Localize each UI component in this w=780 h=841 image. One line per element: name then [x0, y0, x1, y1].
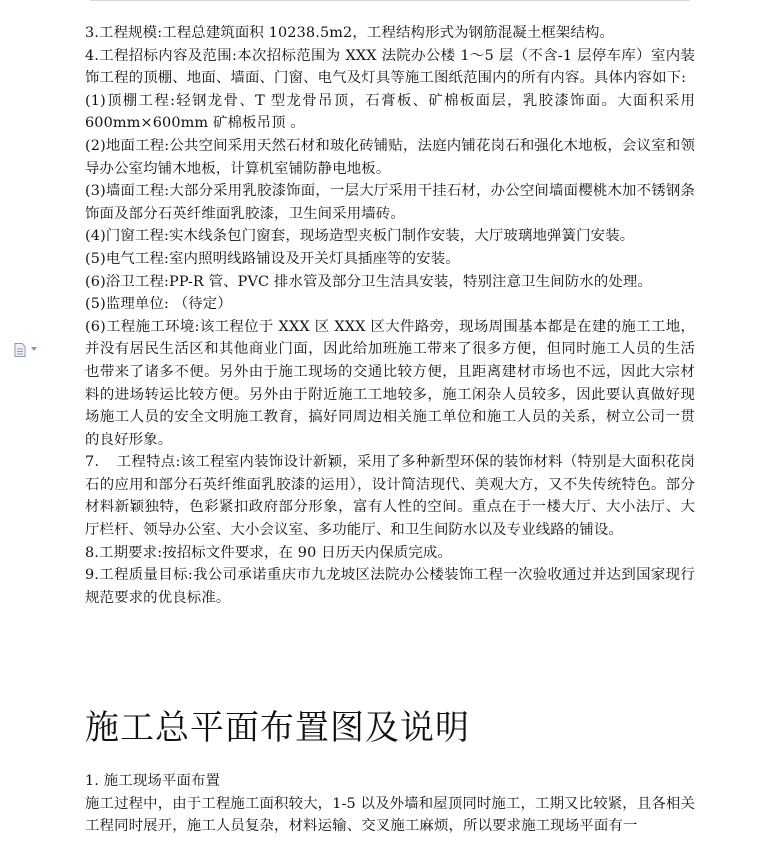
section-paragraph: 施工过程中，由于工程施工面积较大，1-5 以及外墙和屋顶同时施工，工期又比较紧，且各相关工程同时展开，施工人员复杂，材料运输、交叉施工麻烦，所以要求施工现场平面有一	[85, 795, 695, 835]
paragraph-wall: (3)墙面工程:大部分采用乳胶漆饰面，一层大厅采用干挂石材，办公空间墙面樱桃木加不锈钢条饰面及部分石英纤维面乳胶漆，卫生间采用墙砖。	[85, 183, 695, 222]
paragraph-floor: (2)地面工程:公共空间采用天然石材和玻化砖铺贴，法庭内铺花岗石和强化木地板，会议室和领导办公室均铺木地板，计算机室铺防静电地板。	[85, 137, 695, 177]
paragraph-doors-windows: (4)门窗工程:实木线条包门窗套，现场造型夹板门制作安装，大厅玻璃地弹簧门安装。	[85, 228, 635, 245]
paragraph-environment: (6)工程施工环境:该工程位于 XXX 区 XXX 区大件路旁，现场周围基本都是在建的施工工地，并没有居民生活区和其他商业门面，因此给加班施工带来了很多方便，但同时施工人员的生活也带来了诸多不便。另外由于施工现场的交通比较方便，且距离建材市场也不远，因此大宗材料的进场转运比较方便。另外由于附近施工工地较多，施工闲杂人员较多，因此要认真做好现场施工人员的安全文明施工教育，搞好同周边相关施工单位和施工人员的关系，树立公司一贯的良好形象。	[85, 318, 695, 448]
paragraph-bathroom: (6)浴卫工程:PP-R 管、PVC 排水管及部分卫生洁具安装，特别注意卫生间防水的处理。	[85, 273, 652, 290]
paragraph-electrical: (5)电气工程:室内照明线路铺设及开关灯具插座等的安装。	[85, 250, 460, 267]
section-heading: 施工总平面布置图及说明	[85, 708, 470, 748]
section-subtitle: 1. 施工现场平面布置	[85, 773, 221, 789]
paragraph-ceiling: (1)顶棚工程:轻钢龙骨、T 型龙骨吊顶，石膏板、矿棉板面层，乳胶漆饰面。大面积采用 600mm×600mm 矿棉板吊顶 。	[85, 92, 695, 132]
chevron-down-icon[interactable]	[31, 347, 37, 351]
paragraph-quality: 9.工程质量目标:我公司承诺重庆市九龙坡区法院办公楼装饰工程一次验收通过并达到国家现行规范要求的优良标准。	[85, 567, 695, 606]
section-body	[85, 770, 695, 838]
paragraph-scope: 4.工程招标内容及范围:本次招标范围为 XXX 法院办公楼 1～5 层（不含-1 层停车库）室内装饰工程的顶棚、地面、墙面、门窗、电气及灯具等施工图纸范围内的所有内容。具体内容如下:	[85, 47, 695, 87]
paragraph-supervisor: (5)监理单位: （待定）	[85, 296, 232, 313]
document-body	[85, 22, 695, 609]
paragraph-schedule: 8.工期要求:按招标文件要求，在 90 日历天内保质完成。	[85, 544, 452, 561]
paragraph-features: 7． 工程特点:该工程室内装饰设计新颖，采用了多种新型环保的装饰材料（特别是大面积花岗石的应用和部分石英纤维面乳胶漆的运用），设计简洁现代、美观大方，又不失传统特色。部分材料新颖独特，色彩紧扣政府部分形象，富有人性的空间。重点在于一楼大厅、大小法厅、大厅栏杆、领导办公室、大小会议室、多功能厅、和卫生间防水以及专业线路的铺设。	[85, 454, 695, 539]
document-icon[interactable]	[14, 343, 26, 357]
page-top-rule	[90, 0, 690, 1]
paragraph-scale: 3.工程规模:工程总建筑面积 10238.5m2，工程结构形式为钢筋混凝土框架结构。	[85, 25, 615, 41]
